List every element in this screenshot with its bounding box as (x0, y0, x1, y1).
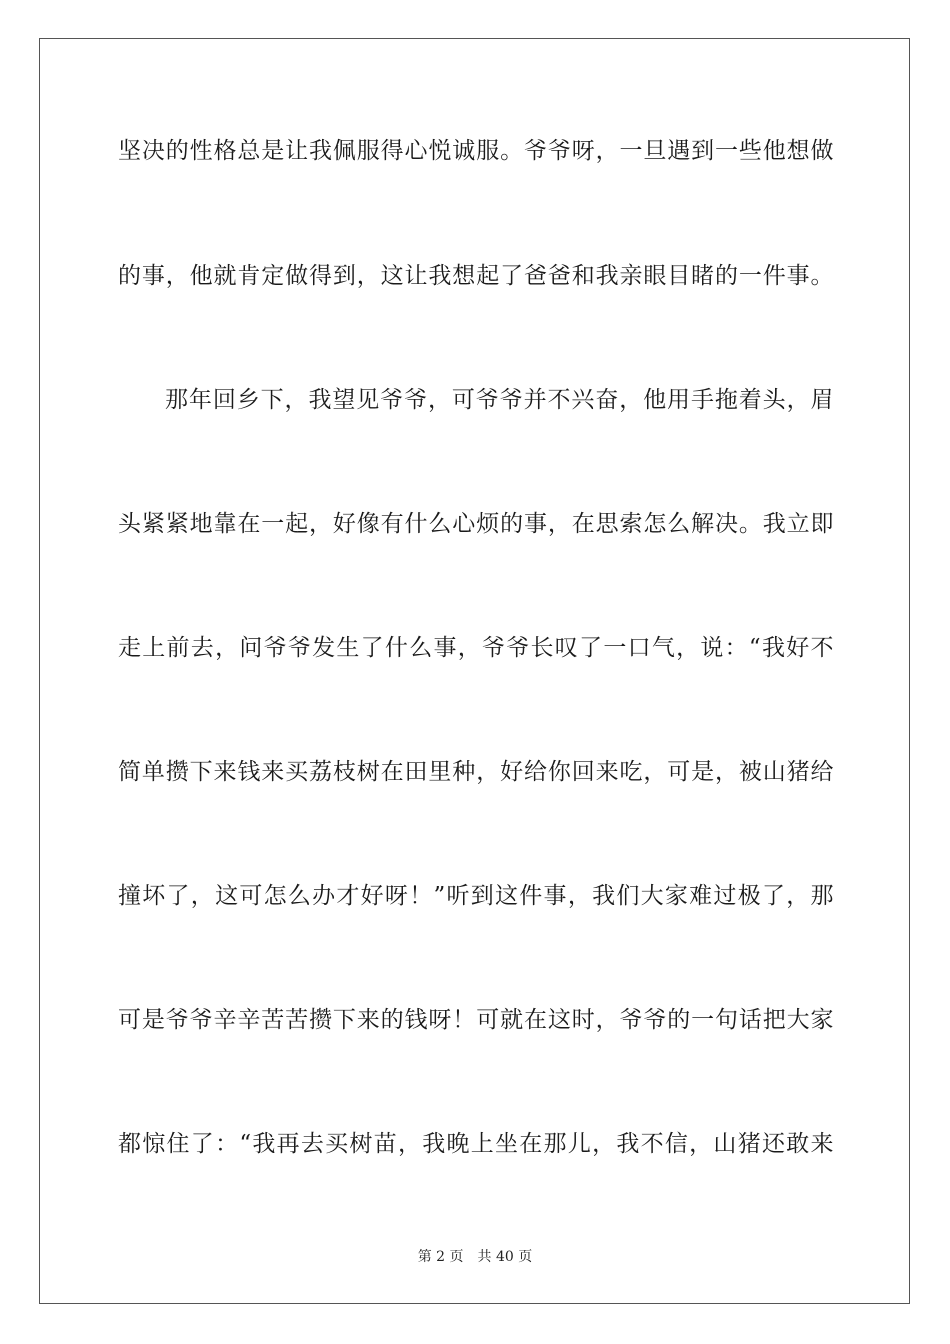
page-border (39, 38, 910, 1304)
text-line-9: 都惊住了：“我再去买树苗，我晚上坐在那儿，我不信，山猪还敢来 (118, 1131, 834, 1157)
page-footer (0, 1248, 950, 1266)
page-number: 第 2 页 (417, 1249, 464, 1265)
text-line-8: 可是爷爷辛辛苦苦攒下来的钱呀！可就在这时，爷爷的一句话把大家 (118, 1007, 834, 1033)
text-line-4: 头紧紧地靠在一起，好像有什么心烦的事，在思索怎么解决。我立即 (118, 511, 834, 537)
text-line-3: 那年回乡下，我望见爷爷，可爷爷并不兴奋，他用手拖着头，眉 (165, 387, 834, 413)
text-line-6: 简单攒下来钱来买荔枝树在田里种，好给你回来吃，可是，被山猪给 (118, 759, 834, 785)
text-line-7: 撞坏了，这可怎么办才好呀！”听到这件事，我们大家难过极了，那 (118, 883, 834, 909)
text-line-2: 的事，他就肯定做得到，这让我想起了爸爸和我亲眼目睹的一件事。 (118, 263, 834, 289)
page-total: 共 40 页 (477, 1249, 533, 1265)
text-line-5: 走上前去，问爷爷发生了什么事，爷爷长叹了一口气，说：“我好不 (118, 635, 834, 661)
text-line-1: 坚决的性格总是让我佩服得心悦诚服。爷爷呀，一旦遇到一些他想做 (118, 138, 834, 164)
